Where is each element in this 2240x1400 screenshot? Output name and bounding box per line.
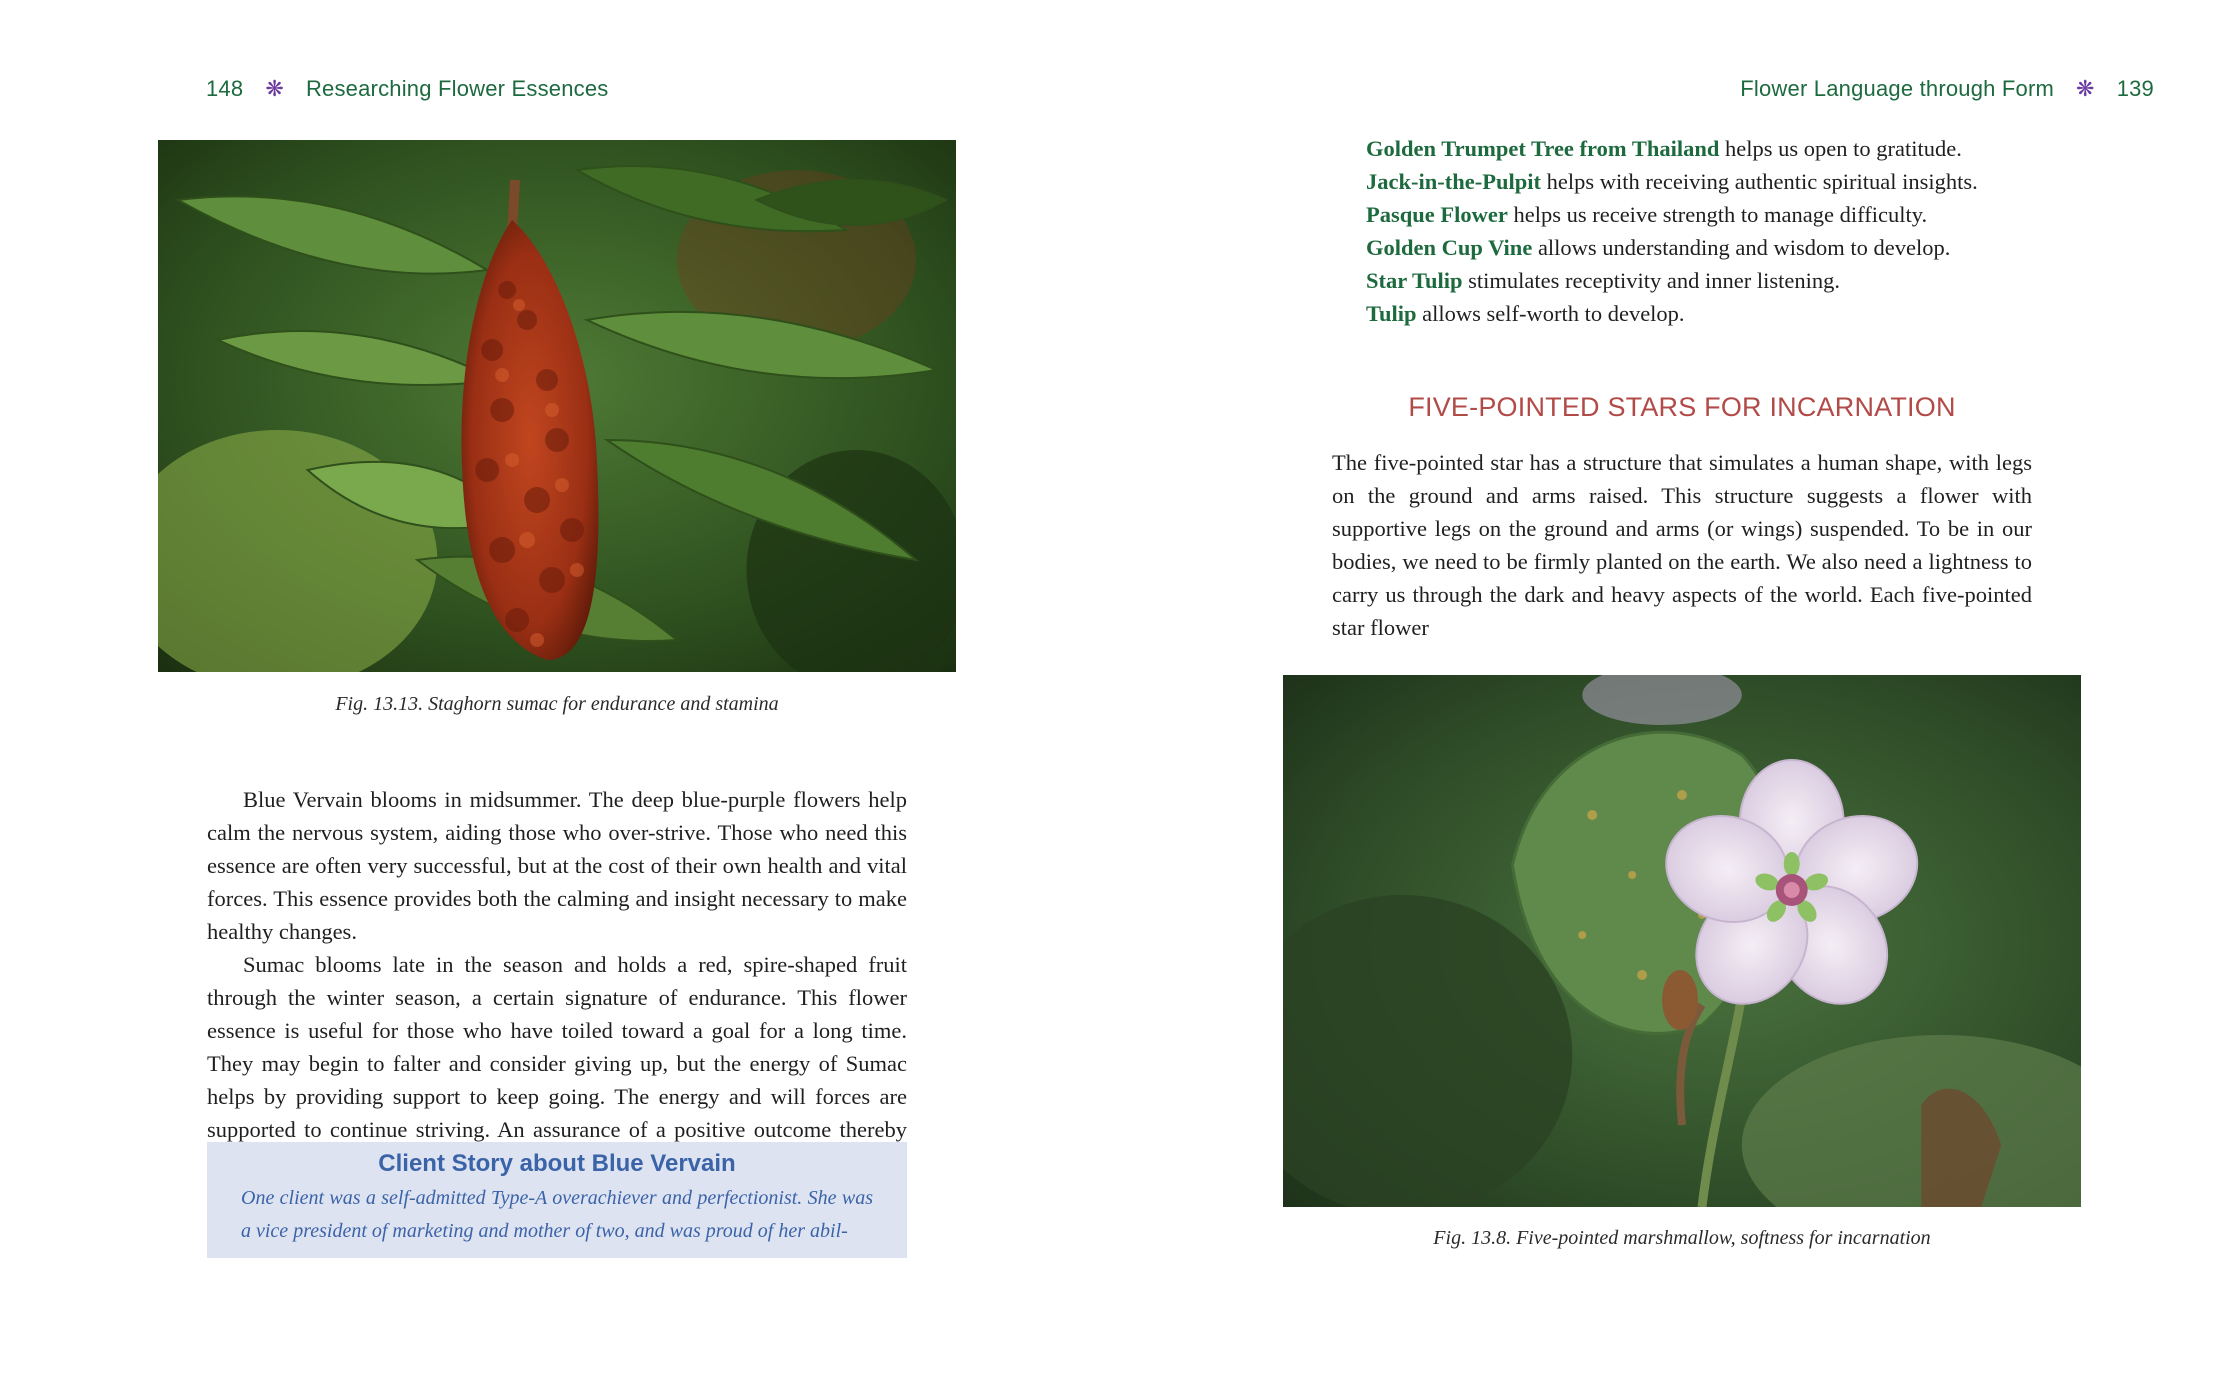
list-item bbox=[1366, 132, 2066, 165]
sumac-caption: Fig. 13.13. Staghorn sumac for endurance and stamina bbox=[335, 693, 779, 715]
list-item bbox=[1366, 231, 2066, 264]
sumac-paragraph: Sumac blooms late in the season and holds a red, spire-shaped fruit through the winter season, a certain signature of endurance. This flower essence is useful for those who have toiled toward a goal for a long time. They may begin to falter and consider giving up, but the energy of Sumac helps by providing support to keep going. The energy and will forces are supported to continue striving. An assurance of a positive outcome thereby bbox=[207, 952, 907, 1142]
marshmallow-photo bbox=[1283, 675, 2081, 1207]
left-running-title: Researching Flower Essences bbox=[305, 76, 609, 101]
essence-description: stimulates receptivity and inner listening. bbox=[1462, 268, 1840, 293]
marshmallow-caption: Fig. 13.8. Five-pointed marshmallow, softness for incarnation bbox=[1433, 1227, 1931, 1249]
ornament-icon: ❋ bbox=[265, 76, 284, 101]
essence-list bbox=[1366, 132, 2066, 330]
left-page-number: 148 bbox=[206, 76, 244, 101]
marshmallow-illustration bbox=[1283, 675, 2081, 1207]
right-running-head bbox=[1740, 76, 2154, 102]
client-story-sidebar bbox=[207, 1142, 907, 1258]
list-item bbox=[1366, 297, 2066, 330]
ornament-icon: ❋ bbox=[2076, 76, 2095, 101]
left-body-text bbox=[207, 783, 907, 1179]
essence-name: Star Tulip bbox=[1366, 268, 1463, 293]
sidebar-title: Client Story about Blue Vervain bbox=[378, 1150, 736, 1177]
five-pointed-star-paragraph: The five-pointed star has a structure that simulates a human shape, with legs on the ground and arms raised. This structure suggests a flower with supportive legs on the ground and arms (or wings) suspended. To be in our bodies, we need to be firmly planted on the earth. We also need a lightness to carry us through the dark and heavy aspects of the world. Each five-pointed star flower bbox=[1332, 450, 2032, 640]
blue-vervain-paragraph: Blue Vervain blooms in midsummer. The deep blue-purple flowers help calm the nervous system, aiding those who over-strive. Those who need this essence are often very successful, but at the cost of their own health and vital forces. This essence provides both the calming and insight necessary to make healthy changes. bbox=[207, 787, 907, 944]
essence-name: Pasque Flower bbox=[1366, 202, 1508, 227]
right-running-title: Flower Language through Form bbox=[1740, 76, 2055, 101]
list-item bbox=[1366, 165, 2066, 198]
essence-name: Golden Trumpet Tree from Thailand bbox=[1366, 136, 1720, 161]
essence-name: Jack-in-the-Pulpit bbox=[1366, 169, 1542, 194]
section-heading: FIVE-POINTED STARS FOR INCARNATION bbox=[1408, 392, 1956, 422]
essence-description: helps us open to gratitude. bbox=[1719, 136, 1962, 161]
sidebar-text: One client was a self-admitted Type-A overachiever and perfectionist. She was a vice president of marketing and mother of two, and was proud of her abil- bbox=[241, 1187, 873, 1242]
essence-name: Golden Cup Vine bbox=[1366, 235, 1533, 260]
sumac-illustration bbox=[158, 140, 956, 672]
list-item bbox=[1366, 264, 2066, 297]
essence-description: helps with receiving authentic spiritual insights. bbox=[1541, 169, 1978, 194]
list-item bbox=[1366, 198, 2066, 231]
essence-description: allows understanding and wisdom to develop. bbox=[1532, 235, 1951, 260]
sumac-photo bbox=[158, 140, 956, 672]
right-page-number: 139 bbox=[2116, 76, 2154, 101]
essence-name: Tulip bbox=[1366, 301, 1417, 326]
left-running-head bbox=[206, 76, 608, 102]
essence-description: allows self-worth to develop. bbox=[1416, 301, 1685, 326]
right-body-text bbox=[1332, 446, 2032, 644]
essence-description: helps us receive strength to manage difficulty. bbox=[1507, 202, 1928, 227]
